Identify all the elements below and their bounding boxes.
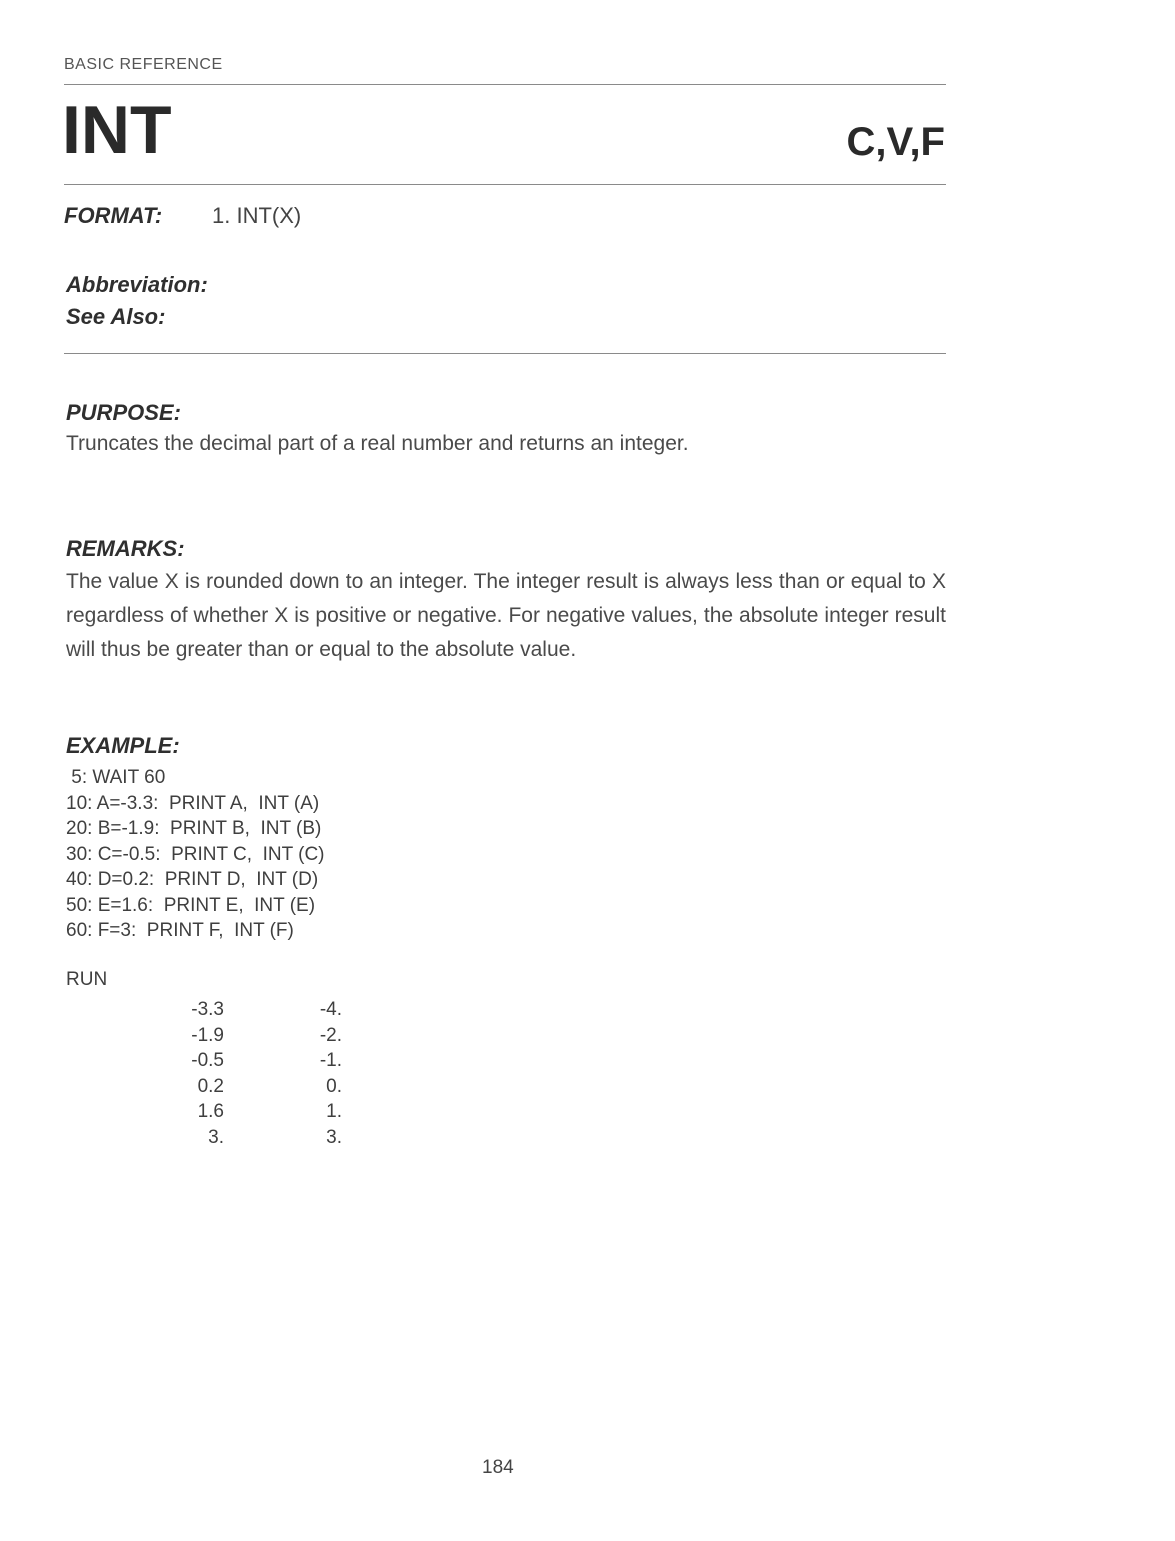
section-header: BASIC REFERENCE (64, 56, 223, 73)
format-value: 1. INT(X) (212, 203, 302, 228)
command-title: INT (62, 92, 172, 168)
output-value: -0.5 (191, 1050, 224, 1071)
code-line: 5: WAIT 60 (66, 767, 166, 788)
output-result: -2. (319, 1024, 342, 1046)
remarks-text: The value X is rounded down to an integer. The integer result is always less than or equal to X regardless of whether X is positive or negative. For negative values, the absolute integer result will thus be greater than or equal to the absolute value. (66, 570, 946, 661)
purpose-label: PURPOSE: (66, 400, 181, 425)
output-value: -1.9 (191, 1024, 224, 1046)
code-line: 10: A=-3.3: PRINT A, INT (A) (66, 792, 320, 814)
output-value: 3. (208, 1126, 224, 1148)
output-result: 0. (326, 1075, 342, 1097)
code-line: 20: B=-1.9: PRINT B, INT (B) (66, 818, 322, 839)
output-result: 1. (326, 1101, 342, 1122)
title-rule (64, 184, 946, 185)
remarks-label: REMARKS: (66, 536, 185, 561)
code-line: 50: E=1.6: PRINT E, INT (E) (66, 894, 316, 916)
output-results-column (280, 997, 342, 1150)
code-line: 40: D=0.2: PRINT D, INT (D) (66, 869, 319, 890)
header-rule (64, 84, 946, 85)
code-line: 30: C=-0.5: PRINT C, INT (C) (66, 843, 325, 865)
command-modes: C,V,F (846, 120, 945, 164)
format-label: FORMAT: (64, 203, 163, 228)
page-number: 184 (482, 1457, 514, 1478)
abbreviation-label: Abbreviation: (66, 272, 208, 297)
format-rule (64, 353, 946, 354)
code-line: 60: F=3: PRINT F, INT (F) (66, 920, 294, 941)
see-also-label: See Also: (66, 304, 166, 329)
output-result: 3. (326, 1126, 342, 1148)
run-label: RUN (66, 969, 108, 990)
output-values-column (150, 997, 224, 1150)
output-result: -4. (319, 999, 342, 1020)
output-result: -1. (319, 1050, 342, 1071)
output-value: 0.2 (197, 1075, 224, 1097)
output-value: 1.6 (197, 1101, 224, 1122)
purpose-text: Truncates the decimal part of a real number and returns an integer. (66, 432, 689, 455)
example-code (66, 765, 325, 944)
output-value: -3.3 (191, 999, 224, 1020)
example-label: EXAMPLE: (66, 733, 180, 758)
